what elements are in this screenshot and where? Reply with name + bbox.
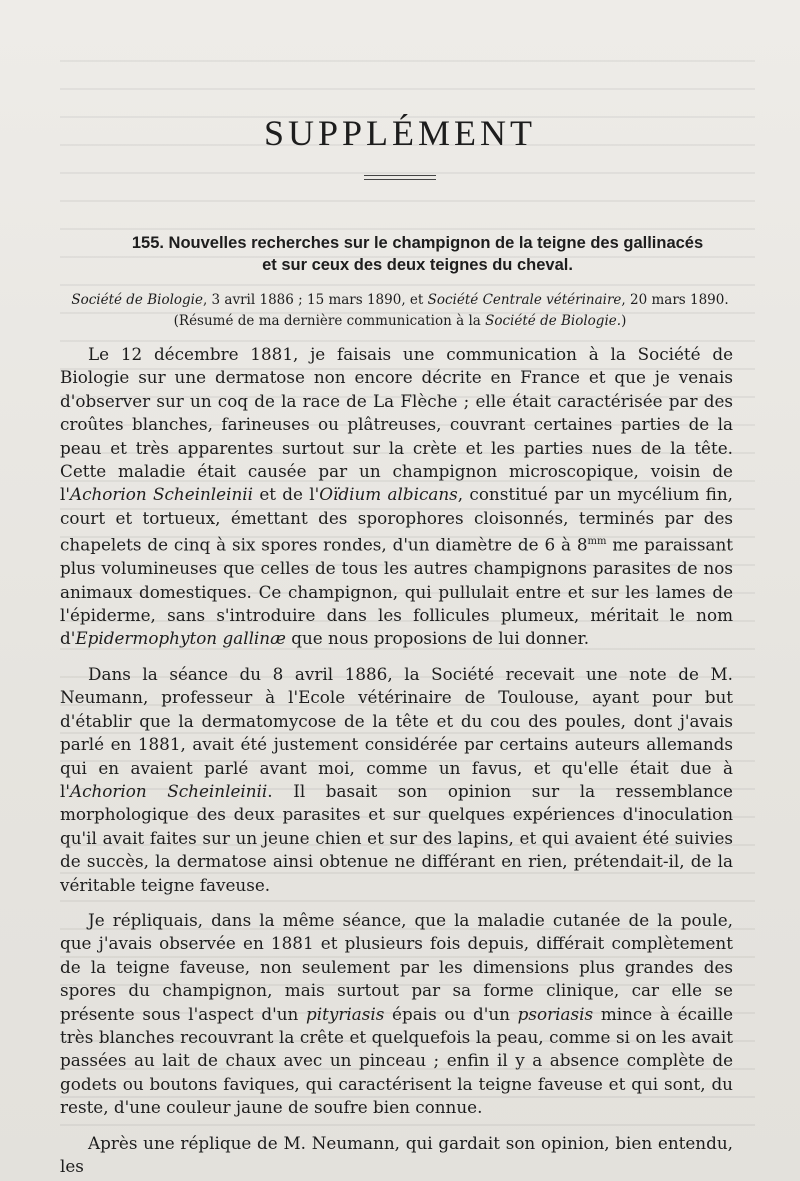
body-text xyxy=(60,343,733,1178)
article-title xyxy=(95,232,740,276)
article-title-line-2: et sur ceux des deux teignes du cheval. xyxy=(262,256,573,274)
source-line-2: (Résumé de ma dernière communication à la Société de Biologie.) xyxy=(173,313,627,329)
paragraph-3: Je répliquais, dans la même séance, que la maladie cutanée de la poule, que j'avais observée en 1881 et plusieurs fois depuis, différait complètement de la teigne faveuse, non seulement par les dimensions plus grandes des spores du champignon, mais surtout par sa forme clinique, car elle se présente sous l'aspect d'un pityriasis épais ou d'un psoriasis mince à écaille très blanches recouvrant la crête et quelquefois la peau, comme si on les avait passées au lait de chaux avec un pinceau ; enfin il y a absence complète de godets ou boutons faviques, qui caractérisent la teigne faveuse et qui sont, du reste, d'une couleur jaune de soufre bien connue. xyxy=(60,909,733,1118)
source-society-1: Société de Biologie xyxy=(71,292,203,308)
title-ornament-rule xyxy=(364,175,436,180)
source-society-2: Société Centrale vétérinaire xyxy=(427,292,622,308)
article-title-line-1: 155. Nouvelles recherches sur le champignon de la teigne des gallinacés xyxy=(131,234,704,252)
article-source xyxy=(60,290,740,332)
paragraph-4: Après une réplique de M. Neumann, qui gardait son opinion, bien entendu, les xyxy=(60,1132,733,1176)
page-title: SUPPLÉMENT xyxy=(263,113,537,153)
paragraph-2: Dans la séance du 8 avril 1886, la Société recevait une note de M. Neumann, professeur à l'Ecole vétérinaire de Toulouse, ayant pour but d'établir que la dermatomycose de la tête et du cou des poules, dont j'avais parlé en 1881, avait été justement considérée par certains auteurs allemands qui en avaient parlé avant moi, comme un favus, et qu'elle était due à l'Achorion Scheinleinii. Il basait son opinion sur la ressemblance morphologique des deux parasites et sur quelques expériences d'inoculation qu'il avait faites sur un jeune chien et sur des lapins, et qui avaient été suivies de succès, la dermatose ainsi obtenue ne différant en rien, prétendait-il, de la véritable teigne faveuse. xyxy=(60,663,733,895)
paragraph-1: Le 12 décembre 1881, je faisais une communication à la Société de Biologie sur une dermatose non encore décrite en France et que je venais d'observer sur un coq de la race de La Flèche ; elle était caractérisée par des croûtes blanches, farineuses ou plâtreuses, couvrant certaines parties de la peau et très apparentes surtout sur la crète et les parties nues de la tête. Cette maladie était causée par un champignon microscopique, voisin de l'Achorion Scheinleinii et de l'Oïdium albicans, constitué par un mycélium fin, court et tortueux, émettant des sporophores cloisonnés, terminés par des chapelets de cinq à six spores rondes, d'un diamètre de 6 à $8^{mm}$ me paraissant plus volumineuses que celles de tous les autres champignons parasites de nos animaux domestiques. Ce champignon, qui pullulait entre et sur les lames de l'épiderme, sans s'introduire dans les follicules plumeux, méritait le nom d'Epidermophyton gallinæ que nous proposions de lui donner. xyxy=(60,344,734,649)
source-line-1: Société de Biologie, 3 avril 1886 ; 15 mars 1890, et Société Centrale vétérinaire, 20 mars 1890. xyxy=(71,292,729,308)
